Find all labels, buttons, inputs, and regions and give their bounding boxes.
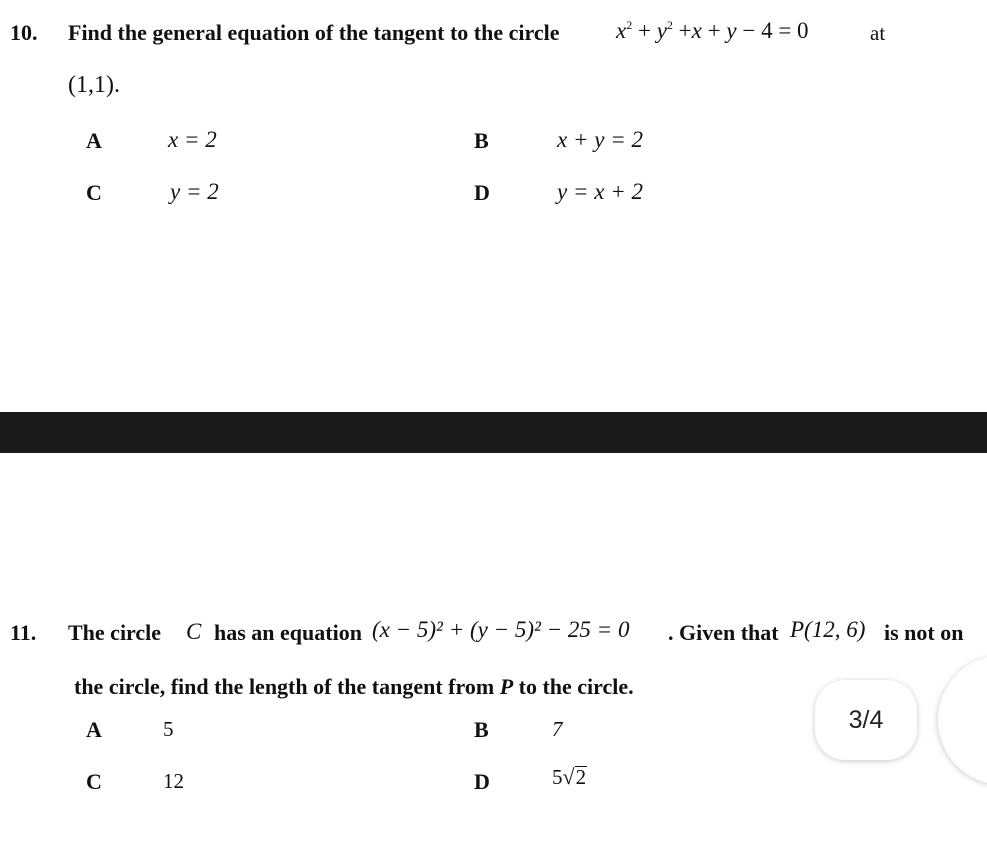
- q11-equation: (x − 5)² + (y − 5)² − 25 = 0: [372, 617, 630, 642]
- q11-option-a-value[interactable]: 5: [163, 717, 174, 741]
- q11-text-has: has an equation: [214, 620, 362, 645]
- q10-option-d-expr[interactable]: y = x + 2: [557, 179, 643, 204]
- page-indicator: 3/4: [815, 680, 917, 760]
- q10-option-a-expr[interactable]: x = 2: [168, 127, 217, 152]
- q10-point: (1,1).: [68, 72, 120, 98]
- q10-equation: $x^2 + y^2 +x + y - 4 = 0$: [616, 18, 809, 43]
- q10-at-label: at: [870, 21, 886, 45]
- q11-option-d-letter[interactable]: D: [474, 769, 490, 794]
- page-divider: [0, 412, 987, 453]
- q11-text-not-on: is not on: [884, 620, 964, 645]
- q11-line2: the circle, find the length of the tangent from P to the circle.: [74, 674, 634, 699]
- q11-point: P(12, 6): [790, 617, 866, 642]
- q11-number: 11.: [10, 620, 37, 645]
- q10-option-c-letter[interactable]: C: [86, 180, 102, 205]
- q10-option-b-expr[interactable]: x + y = 2: [557, 127, 643, 152]
- q11-option-a-letter[interactable]: A: [86, 717, 102, 742]
- q11-text-before: The circle: [68, 620, 162, 645]
- q11-option-c-value[interactable]: 12: [163, 769, 184, 793]
- q11-option-b-value[interactable]: 7: [552, 717, 563, 741]
- q10-option-d-letter[interactable]: D: [474, 180, 490, 205]
- q10-option-a-letter[interactable]: A: [86, 128, 102, 153]
- q10-text: Find the general equation of the tangent to the circle: [68, 20, 560, 45]
- q10-option-c-expr[interactable]: y = 2: [170, 179, 219, 204]
- q11-option-d-value[interactable]: 5√2: [552, 764, 587, 789]
- q11-option-b-letter[interactable]: B: [474, 717, 489, 742]
- q10-option-b-letter[interactable]: B: [474, 128, 489, 153]
- q10-number: 10.: [10, 20, 38, 45]
- q11-option-c-letter[interactable]: C: [86, 769, 102, 794]
- side-panel-handle[interactable]: [938, 655, 987, 785]
- q11-circle-name: C: [186, 619, 202, 644]
- q11-text-given: . Given that: [668, 620, 779, 645]
